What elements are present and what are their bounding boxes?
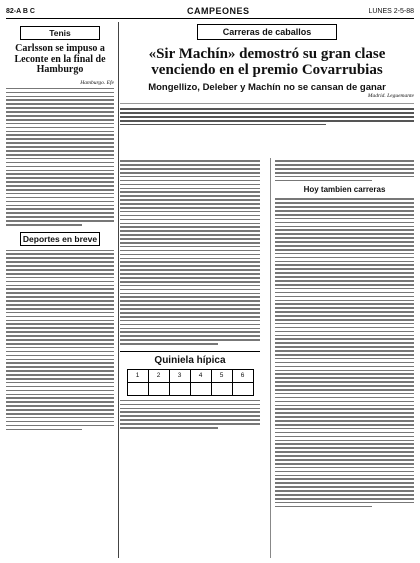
tennis-section-label: Tenis [20, 26, 100, 40]
page-number: 82-A B C [6, 8, 35, 15]
horse-racing-section-label: Carreras de caballos [197, 24, 337, 40]
main-headline: «Sir Machín» demostró su gran clase venciendo en el premio Covarrubias [148, 46, 386, 78]
quiniela-cell-empty [148, 382, 169, 395]
tennis-body-text [6, 88, 114, 226]
page-header [6, 6, 414, 19]
quiniela-title: Quiniela hípica [120, 351, 260, 366]
tennis-headline: Carlsson se impuso a Leconte en la final de Hamburgo [14, 43, 106, 75]
quiniela-cell-empty [169, 382, 190, 395]
quiniela-cell: 3 [169, 369, 190, 382]
quiniela-cell-empty [190, 382, 211, 395]
section-name: CAMPEONES [187, 6, 250, 16]
main-deck: Mongellizo, Deleber y Machín no se cansan de ganar [148, 82, 386, 93]
quiniela-cell: 6 [232, 369, 253, 382]
article-column-2 [270, 158, 414, 558]
main-intro-text [120, 103, 414, 125]
quiniela-table [127, 369, 254, 396]
quiniela-cell-empty [211, 382, 232, 395]
article-column-1 [120, 158, 260, 558]
subhead-today-races: Hoy tambien carreras [303, 185, 386, 195]
quiniela-cell: 2 [148, 369, 169, 382]
quiniela-cell: 1 [127, 369, 148, 382]
quiniela-cell: 5 [211, 369, 232, 382]
main-dateline: Madrid. Leguemante [367, 93, 414, 99]
article-columns [120, 158, 414, 558]
page-date: LUNES 2-5-88 [368, 8, 414, 15]
quiniela-cell-empty [127, 382, 148, 395]
quiniela-cell: 4 [190, 369, 211, 382]
sports-brief-body-text [6, 250, 114, 431]
tennis-byline: Hamburgo. Efe [80, 79, 114, 86]
left-column [6, 22, 119, 558]
sports-brief-label: Deportes en breve [20, 232, 100, 246]
quiniela-cell-empty [232, 382, 253, 395]
main-article [120, 22, 414, 558]
